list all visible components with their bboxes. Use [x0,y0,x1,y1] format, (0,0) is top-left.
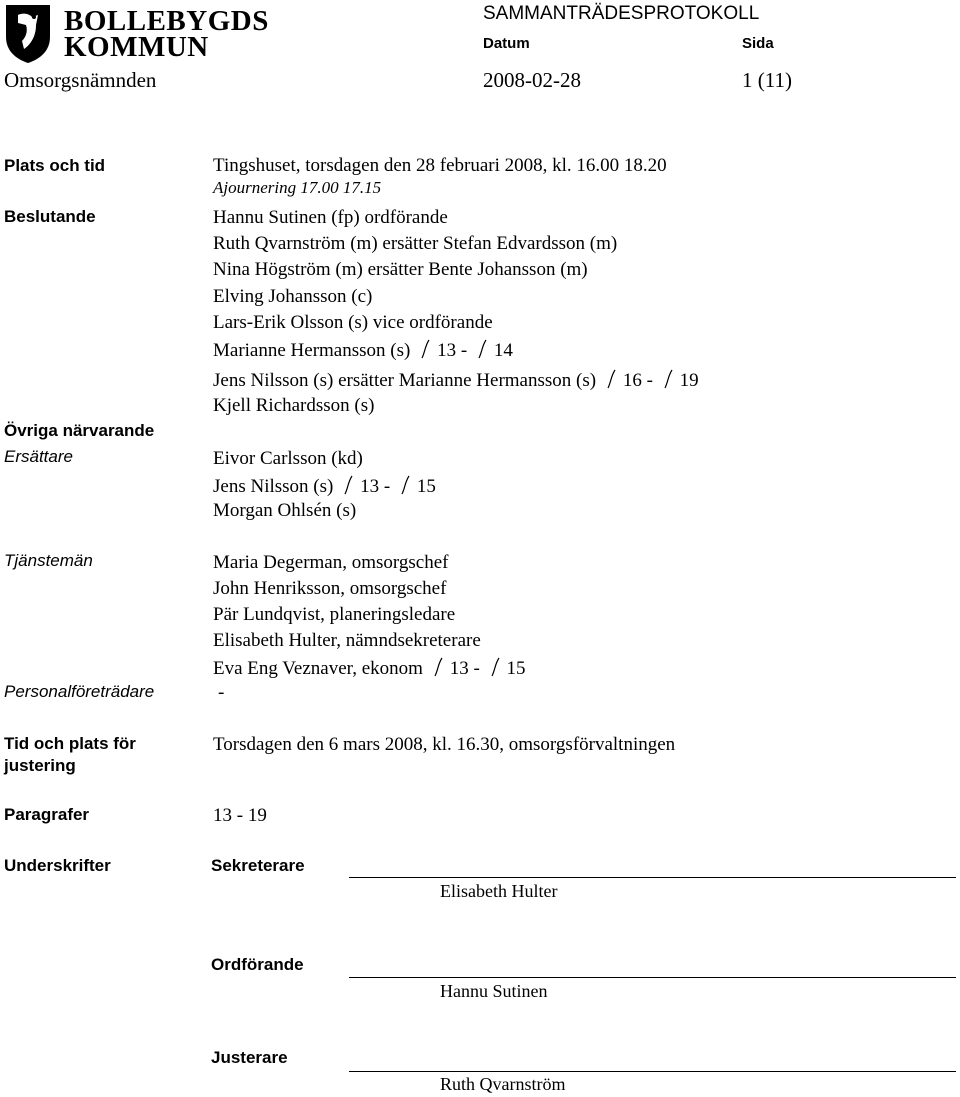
section-sign-icon [605,368,619,390]
municipality-logo [4,3,269,65]
member-3: Nina Högström (m) ersätter Bente Johansson (m) [213,259,588,280]
member-8: Kjell Richardsson (s) [213,395,375,416]
meeting-date: 2008-02-28 [483,68,581,92]
member-6 [213,338,513,362]
member-2: Ruth Qvarnström (m) ersätter Stefan Edvardsson (m) [213,233,618,254]
committee-name: Omsorgsnämnden [4,68,157,92]
date-column-label: Datum [483,35,530,52]
official-5 [213,656,526,680]
justering-label-line-1: Tid och plats för [4,734,136,753]
ordforande-name: Hannu Sutinen [440,981,548,1001]
member-7 [213,368,699,392]
member-1: Hannu Sutinen (fp) ordförande [213,207,448,228]
justerare-name: Ruth Qvarnström [440,1074,566,1094]
page-number: 1 (11) [742,68,792,92]
personal-value: - [218,682,225,703]
justering-value: Torsdagen den 6 mars 2008, kl. 16.30, omsorgsförvaltningen [213,734,676,755]
sekreterare-signature-line [349,877,956,878]
section-sign-icon [489,656,503,678]
member-7-from: 16 - [622,370,653,391]
substitute-1: Eivor Carlsson (kd) [213,448,363,469]
sekreterare-name: Elisabeth Hulter [440,881,558,901]
section-sign-icon [399,474,413,496]
document-type: SAMMANTRÄDESPROTOKOLL [483,3,760,24]
section-sign-icon [342,474,356,496]
sekreterare-label: Sekreterare [211,856,305,875]
ordforande-label: Ordförande [211,955,304,974]
plats-label: Plats och tid [4,156,106,175]
coat-of-arms-icon [4,3,52,65]
justerare-signature-line [349,1071,956,1072]
substitute-2-from: 13 - [360,476,391,497]
ovriga-label: Övriga närvarande [4,421,155,440]
personal-label: Personalföreträdare [4,682,155,701]
substitute-2 [213,474,436,498]
plats-value: Tingshuset, torsdagen den 28 februari 2008, kl. 16.00 18.20 [213,155,667,176]
member-7-name: Jens Nilsson (s) ersätter Marianne Hermansson (s) [213,370,597,391]
section-sign-icon [662,368,676,390]
official-5-from: 13 - [449,658,480,679]
official-5-to: 15 [506,658,526,679]
ersattare-label: Ersättare [4,447,73,466]
member-6-name: Marianne Hermansson (s) [213,340,411,361]
paragrafer-label: Paragrafer [4,805,90,824]
official-5-name: Eva Eng Veznaver, ekonom [213,658,423,679]
section-sign-icon [432,656,446,678]
ordforande-signature-line [349,977,956,978]
paragrafer-value: 13 - 19 [213,805,267,826]
justering-label-line-2: justering [4,756,76,775]
member-6-from: 13 - [437,340,468,361]
official-1: Maria Degerman, omsorgschef [213,552,449,573]
official-3: Pär Lundqvist, planeringsledare [213,604,456,625]
logo-line-2: KOMMUN [64,31,209,63]
beslutande-label: Beslutande [4,207,96,226]
logo-line-1: BOLLEBYGDS [64,5,269,37]
section-sign-icon [419,338,433,360]
substitute-3: Morgan Ohlsén (s) [213,500,357,521]
underskrifter-label: Underskrifter [4,856,111,875]
member-7-to: 19 [679,370,699,391]
justerare-label: Justerare [211,1048,288,1067]
member-4: Elving Johansson (c) [213,286,373,307]
adjournment-note: Ajournering 17.00 17.15 [213,178,382,197]
member-5: Lars-Erik Olsson (s) vice ordförande [213,312,493,333]
substitute-2-name: Jens Nilsson (s) [213,476,334,497]
page-column-label: Sida [742,35,774,52]
official-2: John Henriksson, omsorgschef [213,578,447,599]
member-6-to: 14 [493,340,513,361]
official-4: Elisabeth Hulter, nämndsekreterare [213,630,481,651]
tjanstemen-label: Tjänstemän [4,551,93,570]
section-sign-icon [476,338,490,360]
substitute-2-to: 15 [416,476,436,497]
